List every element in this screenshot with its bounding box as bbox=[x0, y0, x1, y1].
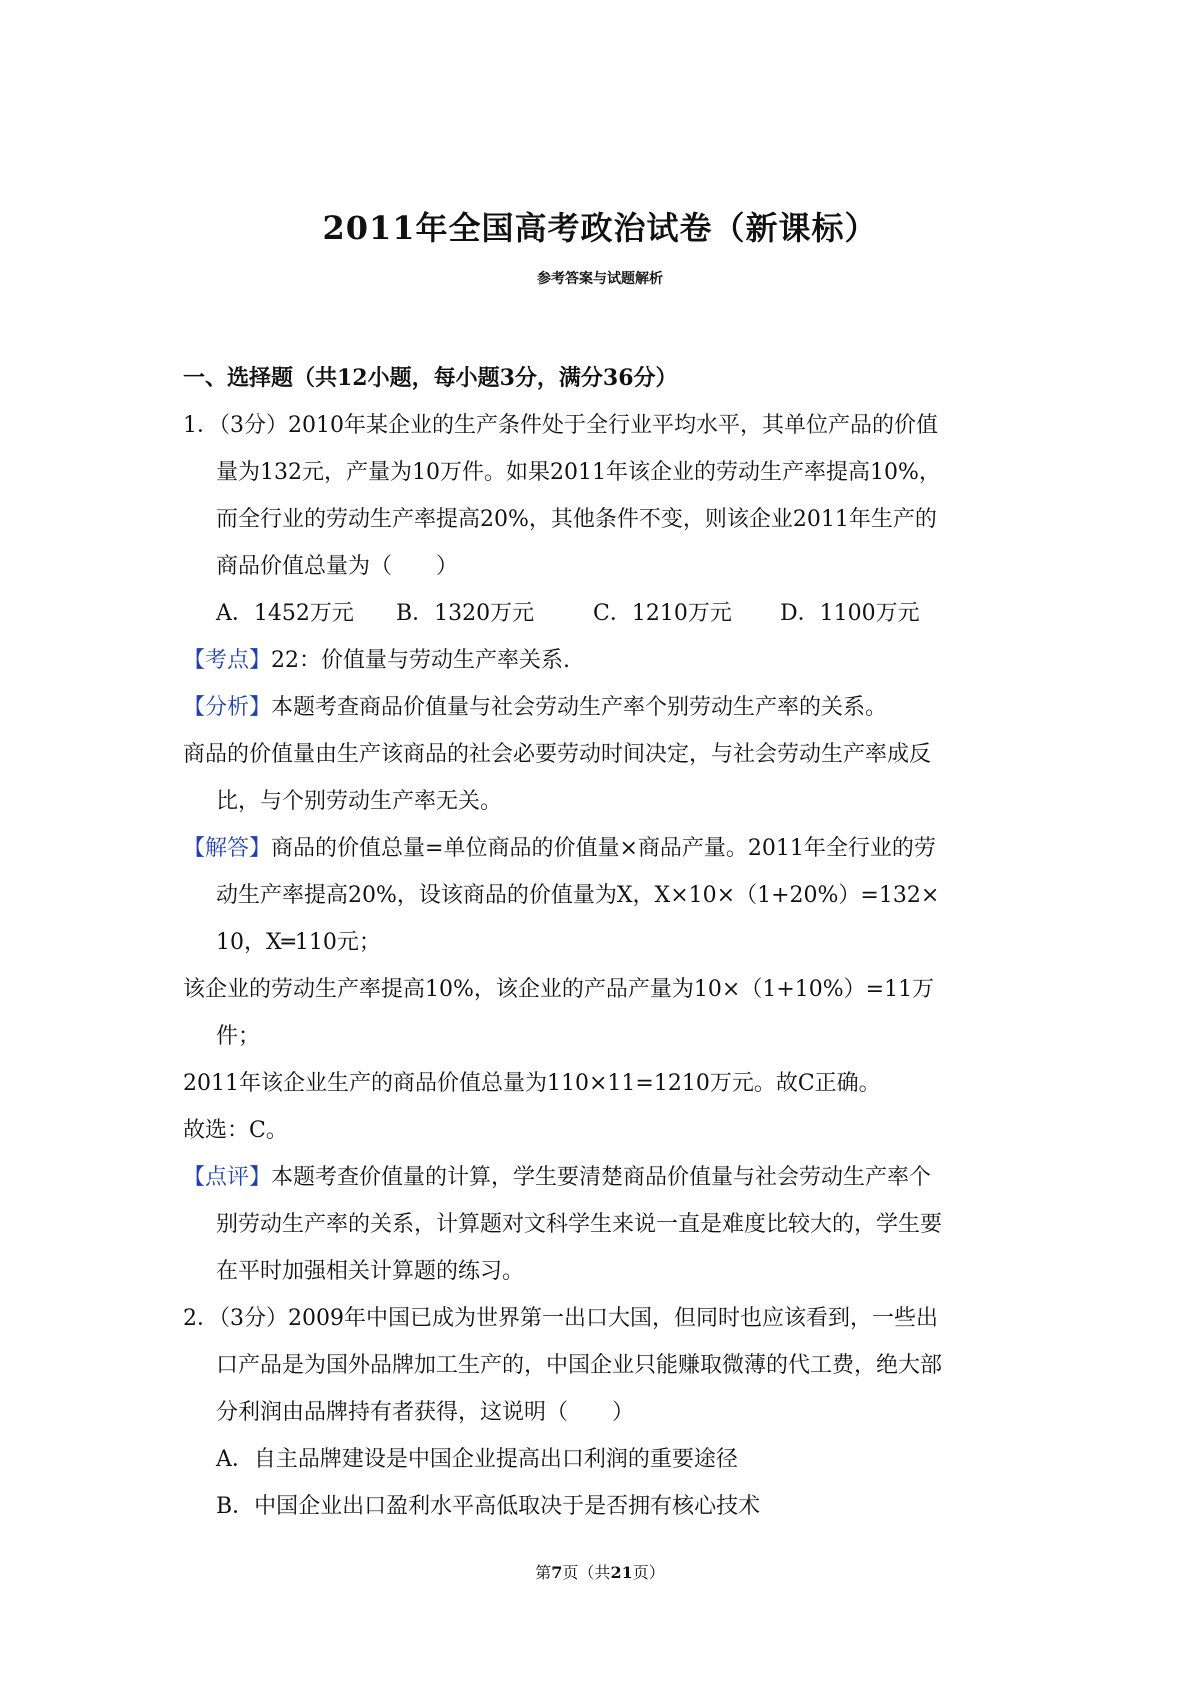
dianping-line: 在平时加强相关计算题的练习。 bbox=[216, 1259, 525, 1284]
question-1-line: 1．（3分）2010年某企业的生产条件处于全行业平均水平，其单位产品的价值 bbox=[183, 413, 938, 438]
option-a: A．自主品牌建设是中国企业提高出口利润的重要途径 bbox=[216, 1447, 738, 1472]
option-a: A．1452万元 bbox=[216, 601, 354, 626]
kaodian-text: 22：价值量与劳动生产率关系. bbox=[271, 648, 571, 673]
kaodian-line bbox=[183, 637, 1028, 684]
question-2-line: 口产品是为国外品牌加工生产的，中国企业只能赚取微薄的代工费，绝大部 bbox=[216, 1353, 943, 1378]
option-b: B．中国企业出口盈利水平高低取决于是否拥有核心技术 bbox=[216, 1494, 761, 1519]
jieda-text: 商品的价值总量=单位商品的价值量×商品产量。2011年全行业的劳 bbox=[271, 836, 936, 861]
jieda-line bbox=[183, 825, 1028, 872]
footer-prefix: 第 bbox=[535, 1563, 552, 1582]
footer-middle: 页（共 bbox=[562, 1563, 611, 1582]
section-heading: 一、选择题（共12小题，每小题3分，满分36分） bbox=[183, 365, 678, 391]
dianping-text: 本题考查价值量的计算，学生要清楚商品价值量与社会劳动生产率个 bbox=[271, 1165, 932, 1190]
jieda-tag: 【解答】 bbox=[183, 836, 272, 861]
footer-suffix: 页） bbox=[632, 1563, 665, 1582]
document-subtitle: 参考答案与试题解析 bbox=[537, 271, 663, 287]
dianping-line: 别劳动生产率的关系，计算题对文科学生来说一直是难度比较大的，学生要 bbox=[216, 1212, 943, 1237]
fenxi-text: 本题考查商品价值量与社会劳动生产率个别劳动生产率的关系。 bbox=[271, 695, 888, 720]
document-title: 2011年全国高考政治试卷（新课标） bbox=[322, 209, 878, 247]
document-body bbox=[183, 355, 1028, 1530]
option-d: D．1100万元 bbox=[780, 601, 920, 626]
option-c: C．1210万元 bbox=[593, 601, 732, 626]
jieda-line: 10，X═110元； bbox=[216, 930, 381, 955]
fenxi-line: 比，与个别劳动生产率无关。 bbox=[216, 789, 503, 814]
question-1-line: 商品价值总量为（ ） bbox=[216, 554, 459, 579]
fenxi-line: 商品的价值量由生产该商品的社会必要劳动时间决定，与社会劳动生产率成反 bbox=[183, 742, 932, 767]
question-2 bbox=[183, 1295, 1028, 1530]
option-b: B．1320万元 bbox=[396, 601, 535, 626]
kaodian-tag: 【考点】 bbox=[183, 648, 272, 673]
jieda-line: 2011年该企业生产的商品价值总量为110×11=1210万元。故C正确。 bbox=[183, 1071, 881, 1096]
dianping-line bbox=[183, 1154, 1028, 1201]
fenxi-line bbox=[183, 684, 1028, 731]
jieda-line: 动生产率提高20%，设该商品的价值量为X，X×10×（1+20%）=132× bbox=[216, 883, 940, 908]
page-footer bbox=[0, 1560, 1200, 1583]
footer-page-number: 7 bbox=[551, 1563, 563, 1582]
footer-total-pages: 21 bbox=[610, 1563, 633, 1582]
jieda-line: 件； bbox=[216, 1024, 261, 1049]
question-1 bbox=[183, 402, 1028, 1295]
question-2-line: 2．（3分）2009年中国已成为世界第一出口大国，但同时也应该看到，一些出 bbox=[183, 1306, 938, 1331]
question-1-line: 而全行业的劳动生产率提高20%，其他条件不变，则该企业2011年生产的 bbox=[216, 507, 937, 532]
jieda-answer: 故选：C。 bbox=[183, 1118, 288, 1143]
question-1-options bbox=[183, 590, 1028, 637]
jieda-line: 该企业的劳动生产率提高10%，该企业的产品产量为10×（1+10%）=11万 bbox=[183, 977, 935, 1002]
question-1-line: 量为132元，产量为10万件。如果2011年该企业的劳动生产率提高10%， bbox=[216, 460, 941, 485]
dianping-tag: 【点评】 bbox=[183, 1165, 272, 1190]
question-2-line: 分利润由品牌持有者获得，这说明（ ） bbox=[216, 1400, 635, 1425]
fenxi-tag: 【分析】 bbox=[183, 695, 272, 720]
